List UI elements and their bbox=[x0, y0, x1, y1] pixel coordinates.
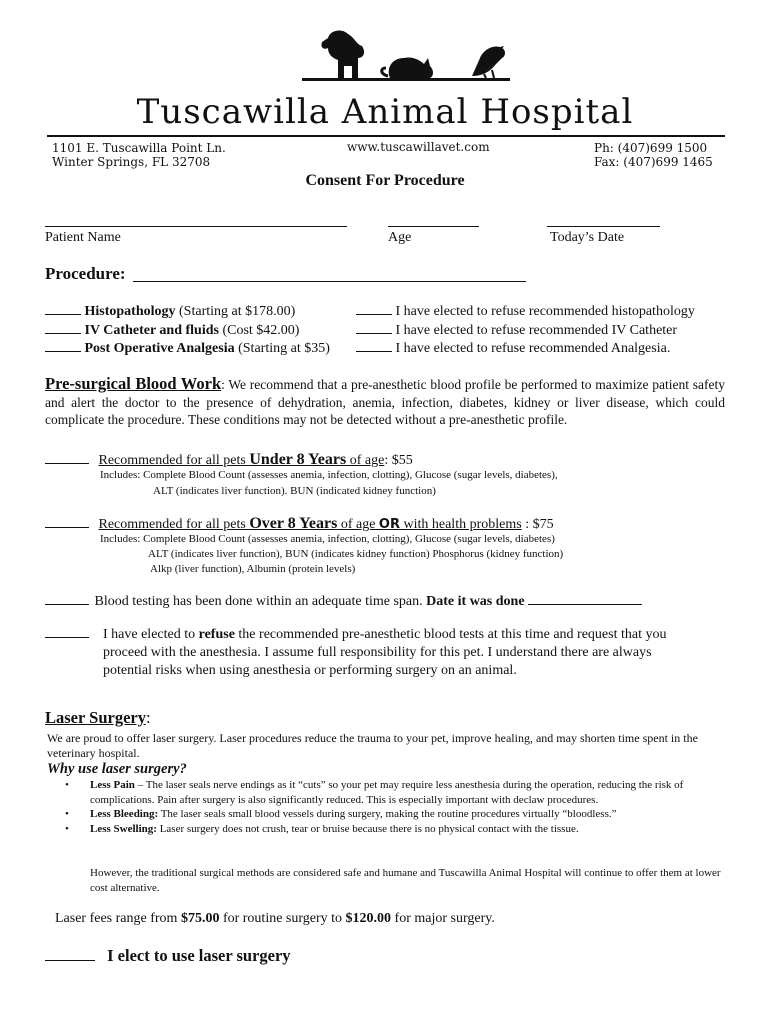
laser-elect-label: I elect to use laser surgery bbox=[107, 946, 291, 965]
option-checkbox[interactable] bbox=[45, 314, 81, 315]
laser-elect-checkbox[interactable] bbox=[45, 960, 95, 961]
refuse-row: I have elected to refuse recommended histopathology bbox=[356, 303, 726, 322]
option-row: IV Catheter and fluids (Cost $42.00) bbox=[45, 322, 375, 341]
address-line-2: Winter Springs, FL 32708 bbox=[52, 155, 211, 169]
laser-elect-row bbox=[45, 946, 291, 966]
under-8-row: Recommended for all pets Under 8 Years of age: $55 bbox=[45, 451, 413, 469]
date-label: Today’s Date bbox=[550, 230, 625, 245]
why-laser-heading: Why use laser surgery? bbox=[47, 761, 187, 777]
over-8-includes-2: ALT (indicates liver function), BUN (indicates kidney function) Phosphorus (kidney function) bbox=[148, 548, 564, 560]
phone: Ph: (407)699 1500 bbox=[594, 141, 708, 155]
refuse-list bbox=[356, 303, 726, 359]
laser-heading: Laser Surgery bbox=[45, 708, 146, 727]
under-8-includes-1: Includes: Complete Blood Count (assesses anemia, infection, clotting), Glucose (sugar levels, diabetes), bbox=[100, 469, 558, 481]
address-line-1: 1101 E. Tuscawilla Point Ln. bbox=[52, 141, 226, 155]
hospital-title: Tuscawilla Animal Hospital bbox=[136, 92, 634, 132]
bloodwork-intro: Pre-surgical Blood Work: We recommend that a pre-anesthetic blood profile be performed to maximize patient safety and alert the doctor to the presence of dehydration, anemia, infection, diabetes, kidney or liver disease, which could complicate the procedure. These conditions may not be detected without a pre-anesthetic profile. bbox=[45, 374, 725, 427]
procedure-label: Procedure: bbox=[45, 264, 126, 283]
over-8-checkbox[interactable] bbox=[45, 527, 89, 528]
laser-intro: We are proud to offer laser surgery. Laser procedures reduce the trauma to your pet, improve healing, and may shorten time spent in the veterinary hospital. bbox=[47, 731, 698, 760]
website: www.tuscawillavet.com bbox=[347, 140, 490, 154]
blood-done-checkbox[interactable] bbox=[45, 604, 89, 605]
refuse-row: I have elected to refuse recommended IV Catheter bbox=[356, 322, 726, 341]
animal-silhouettes-logo bbox=[300, 28, 522, 88]
refuse-checkbox[interactable] bbox=[356, 351, 392, 352]
header-divider bbox=[47, 135, 725, 137]
blood-date-field[interactable] bbox=[528, 604, 642, 605]
age-field[interactable] bbox=[388, 226, 479, 227]
patient-name-field[interactable] bbox=[45, 226, 347, 227]
date-field[interactable] bbox=[547, 226, 660, 227]
refuse-blood-block: I have elected to refuse the recommended pre-anesthetic blood tests at this time and request that you proceed with the anesthesia. I assume full responsibility for this pet. I understand there are always potential risks when using anesthesia or performing surgery on an animal. bbox=[45, 626, 725, 680]
laser-heading-row: Laser Surgery: bbox=[45, 708, 151, 727]
refuse-blood-checkbox[interactable] bbox=[45, 637, 89, 638]
under-8-includes-2: ALT (indicates liver function). BUN (indicated kidney function) bbox=[153, 485, 436, 497]
option-row: Post Operative Analgesia (Starting at $35) bbox=[45, 340, 375, 359]
laser-fees: Laser fees range from $75.00 for routine surgery to $120.00 for major surgery. bbox=[55, 911, 495, 926]
refuse-checkbox[interactable] bbox=[356, 314, 392, 315]
laser-benefits-list bbox=[45, 778, 727, 836]
options-list bbox=[45, 303, 375, 359]
refuse-row: I have elected to refuse recommended Analgesia. bbox=[356, 340, 726, 359]
list-item: • Less Bleeding: The laser seals small blood vessels during surgery, making the routine procedures virtually “bloodless.” bbox=[45, 807, 727, 822]
list-item: • Less Swelling: Laser surgery does not crush, tear or bruise because there is no physical contact with the tissue. bbox=[45, 822, 727, 837]
option-row: Histopathology (Starting at $178.00) bbox=[45, 303, 375, 322]
bloodwork-heading: Pre-surgical Blood Work bbox=[45, 374, 222, 393]
option-checkbox[interactable] bbox=[45, 351, 81, 352]
procedure-field[interactable] bbox=[133, 281, 526, 282]
fax: Fax: (407)699 1465 bbox=[594, 155, 713, 169]
address-block bbox=[52, 141, 226, 169]
laser-however: However, the traditional surgical methods are considered safe and humane and Tuscawilla Animal Hospital will continue to offer them at lower cost alternative. bbox=[90, 867, 721, 894]
age-label: Age bbox=[388, 230, 412, 245]
blood-done-row: Blood testing has been done within an adequate time span. Date it was done bbox=[45, 594, 642, 610]
over-8-includes-3: Alkp (liver function), Albumin (protein levels) bbox=[150, 563, 356, 575]
list-item: • Less Pain – The laser seals nerve endings as it “cuts” so your pet may require less anesthesia during the operation, reducing the risk of complications. Pain after surgery is also significantly reduced. This is especially important with declaw procedures. bbox=[45, 778, 727, 807]
under-8-checkbox[interactable] bbox=[45, 463, 89, 464]
over-8-includes-1: Includes: Complete Blood Count (assesses anemia, infection, clotting), Glucose (sugar levels, diabetes) bbox=[100, 533, 555, 545]
contact-block bbox=[594, 141, 713, 169]
option-checkbox[interactable] bbox=[45, 333, 81, 334]
patient-name-label: Patient Name bbox=[45, 230, 121, 245]
form-heading: Consent For Procedure bbox=[305, 172, 465, 189]
refuse-checkbox[interactable] bbox=[356, 333, 392, 334]
over-8-row: Recommended for all pets Over 8 Years of age OR with health problems : $75 bbox=[45, 515, 554, 533]
